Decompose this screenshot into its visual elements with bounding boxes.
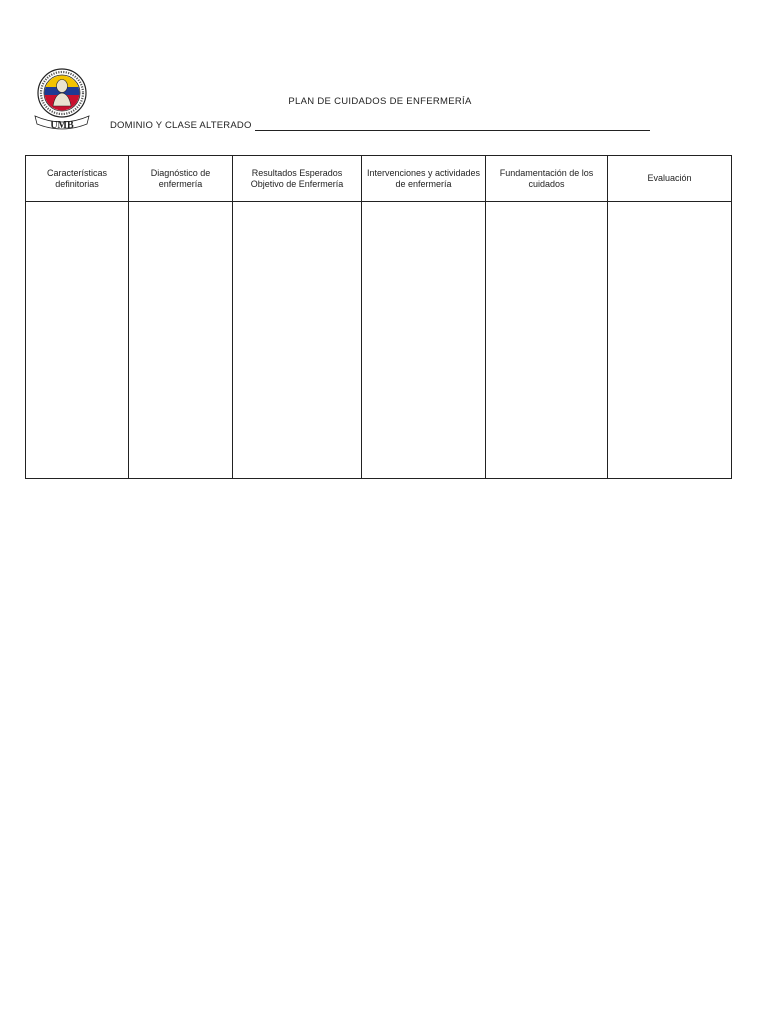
cell-fundamentacion[interactable]	[486, 202, 608, 479]
university-logo	[29, 66, 95, 132]
header-fundamentacion: Fundamentación de los cuidados	[486, 156, 608, 202]
table-header-row	[26, 156, 732, 202]
cell-intervenciones[interactable]	[362, 202, 486, 479]
header-intervenciones: Intervenciones y actividades de enfermería	[362, 156, 486, 202]
header-diagnostico: Diagnóstico de enfermería	[129, 156, 233, 202]
cell-evaluacion[interactable]	[608, 202, 732, 479]
header-resultados: Resultados Esperados Objetivo de Enfermería	[233, 156, 362, 202]
seal-icon	[29, 66, 95, 132]
domain-blank-line[interactable]	[255, 120, 650, 131]
logo-text: UMB	[50, 120, 74, 131]
header-evaluacion: Evaluación	[608, 156, 732, 202]
document-title: PLAN DE CUIDADOS DE ENFERMERÍA	[288, 96, 472, 107]
domain-label: DOMINIO Y CLASE ALTERADO	[110, 120, 252, 131]
care-plan-table	[25, 155, 732, 479]
domain-field	[110, 120, 650, 131]
table-row	[26, 202, 732, 479]
cell-resultados[interactable]	[233, 202, 362, 479]
cell-diagnostico[interactable]	[129, 202, 233, 479]
cell-caracteristicas[interactable]	[26, 202, 129, 479]
header-caracteristicas: Características definitorias	[26, 156, 129, 202]
